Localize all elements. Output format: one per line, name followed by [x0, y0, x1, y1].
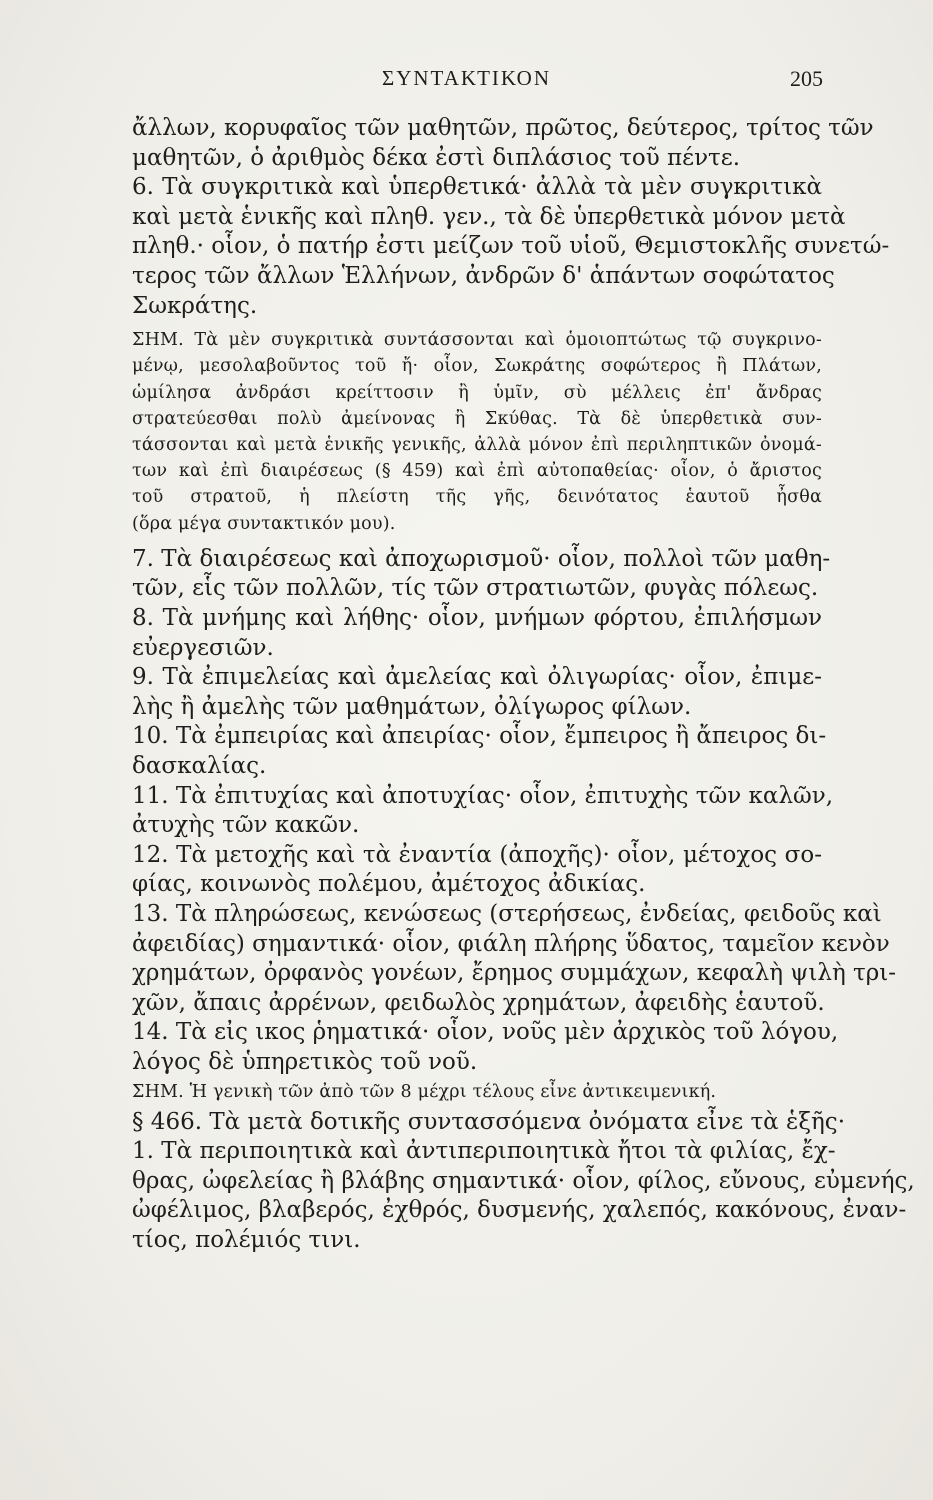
text-line: τῶν, εἷς τῶν πολλῶν, τίς τῶν στρατιωτῶν, φυγὰς πόλεως.: [132, 575, 819, 602]
text-line: 14. Τὰ εἰς ικος ῥηματικά· οἷον, νοῦς μὲν ἀρχικὸς τοῦ λόγου,: [132, 1019, 839, 1046]
text-line: ἄλλων, κορυφαῖος τῶν μαθητῶν, πρῶτος, δεύτερος, τρίτος τῶν: [132, 115, 874, 141]
running-title: ΣΥΝΤΑΚΤΙΚΟΝ: [382, 66, 551, 90]
text-line: των καὶ ἐπὶ διαιρέσεως (§ 459) καὶ ἐπὶ αὐτοπαθείας· οἷον, ὁ ἄριστος: [132, 461, 822, 482]
text-line: 11. Τὰ ἐπιτυχίας καὶ ἀποτυχίας· οἷον, ἐπιτυχὴς τῶν καλῶν,: [132, 782, 834, 809]
text-line: ΣΗΜ. Τὰ μὲν συγκριτικὰ συντάσσονται καὶ ὁμοιοπτώτως τῷ συγκρινο-: [132, 330, 822, 351]
text-line: τερος τῶν ἄλλων Ἑλλήνων, ἀνδρῶν δ' ἁπάντων σοφώτατος: [132, 262, 835, 289]
text-line: ἀτυχὴς τῶν κακῶν.: [132, 812, 360, 839]
text-line: τάσσονται καὶ μετὰ ἑνικῆς γενικῆς, ἀλλὰ μόνον ἐπὶ περιληπτικῶν ὀνομά-: [132, 434, 822, 455]
note-block-1: [132, 327, 822, 537]
text-line: 8. Τὰ μνήμης καὶ λήθης· οἷον, μνήμων φόρτου, ἐπιλήσμων: [132, 604, 822, 631]
text-line: 9. Τὰ ἐπιμελείας καὶ ἀμελείας καὶ ὀλιγωρίας· οἷον, ἐπιμε-: [132, 664, 822, 691]
text-line: ΣΗΜ. Ἡ γενικὴ τῶν ἀπὸ τῶν 8 μέχρι τέλους εἶνε ἀντικειμενική.: [132, 1082, 717, 1103]
text-line: (ὅρα μέγα συντακτικόν μου).: [132, 513, 396, 534]
paragraph-block-b: [132, 545, 897, 1078]
paragraph-block-c: [132, 1108, 915, 1256]
text-line: πληθ.· οἷον, ὁ πατήρ ἐστι μείζων τοῦ υἱοῦ, Θεμιστοκλῆς συνετώ-: [132, 233, 890, 260]
text-line: μένῳ, μεσολαβοῦντος τοῦ ἤ· οἷον, Σωκράτης σοφώτερος ἢ Πλάτων,: [132, 356, 822, 377]
text-line: καὶ μετὰ ἑνικῆς καὶ πληθ. γεν., τὰ δὲ ὑπερθετικὰ μόνον μετὰ: [132, 203, 846, 230]
text-line: ἀφειδίας) σημαντικά· οἷον, φιάλη πλήρης ὕδατος, ταμεῖον κενὸν: [132, 930, 890, 957]
page-number: 205: [790, 66, 823, 91]
text-line: τοῦ στρατοῦ, ἡ πλείστη τῆς γῆς, δεινότατος ἑαυτοῦ ἦσθα: [132, 487, 822, 508]
text-line: 1. Τὰ περιποιητικὰ καὶ ἀντιπεριποιητικὰ ἤτοι τὰ φιλίας, ἔχ-: [132, 1138, 836, 1165]
text-line: ὠφέλιμος, βλαβερός, ἐχθρός, δυσμενής, χαλεπός, κακόνους, ἐναν-: [132, 1197, 907, 1224]
paragraph-block-a: [132, 114, 890, 321]
text-line: χῶν, ἄπαις ἀρρένων, φειδωλὸς χρημάτων, ἀφειδὴς ἑαυτοῦ.: [132, 989, 825, 1016]
text-line: εὐεργεσιῶν.: [132, 634, 274, 661]
text-line: θρας, ὠφελείας ἢ βλάβης σημαντικά· οἷον, φίλος, εὔνους, εὐμενής,: [132, 1167, 915, 1194]
text-line: τίος, πολέμιός τινι.: [132, 1227, 361, 1254]
text-line: Σωκράτης.: [132, 292, 258, 319]
text-line: λόγος δὲ ὑπηρετικὸς τοῦ νοῦ.: [132, 1048, 478, 1075]
text-line: λὴς ἢ ἀμελὴς τῶν μαθημάτων, ὀλίγωρος φίλων.: [132, 693, 692, 720]
text-line: 10. Τὰ ἐμπειρίας καὶ ἀπειρίας· οἷον, ἔμπειρος ἢ ἄπειρος δι-: [132, 723, 827, 750]
text-line: ὡμίλησα ἀνδράσι κρείττοσιν ἢ ὑμῖν, σὺ μέλλεις ἐπ' ἄνδρας: [132, 382, 822, 403]
main-text: [132, 114, 915, 1256]
text-line: μαθητῶν, ὁ ἀριθμὸς δέκα ἐστὶ διπλάσιος τοῦ πέντε.: [132, 144, 741, 171]
text-line: § 466. Τὰ μετὰ δοτικῆς συντασσόμενα ὀνόματα εἶνε τὰ ἑξῆς·: [132, 1108, 845, 1135]
text-line: δασκαλίας.: [132, 752, 267, 779]
text-line: 7. Τὰ διαιρέσεως καὶ ἀποχωρισμοῦ· οἷον, πολλοὶ τῶν μαθη-: [132, 545, 831, 572]
note-block-2: [132, 1079, 822, 1105]
text-line: 6. Τὰ συγκριτικὰ καὶ ὑπερθετικά· ἀλλὰ τὰ μὲν συγκριτικὰ: [132, 174, 822, 201]
text-line: στρατεύεσθαι πολὺ ἀμείνονας ἢ Σκύθας. Τὰ δὲ ὑπερθετικὰ συν-: [132, 408, 822, 429]
text-line: 13. Τὰ πληρώσεως, κενώσεως (στερήσεως, ἐνδείας, φειδοῦς καὶ: [132, 900, 882, 927]
text-line: 12. Τὰ μετοχῆς καὶ τὰ ἐναντία (ἀποχῆς)· οἷον, μέτοχος σο-: [132, 841, 822, 868]
text-line: φίας, κοινωνὸς πολέμου, ἀμέτοχος ἀδικίας.: [132, 871, 646, 898]
text-line: χρημάτων, ὀρφανὸς γονέων, ἔρημος συμμάχων, κεφαλὴ ψιλὴ τρι-: [132, 960, 897, 987]
page-header: [0, 62, 933, 102]
